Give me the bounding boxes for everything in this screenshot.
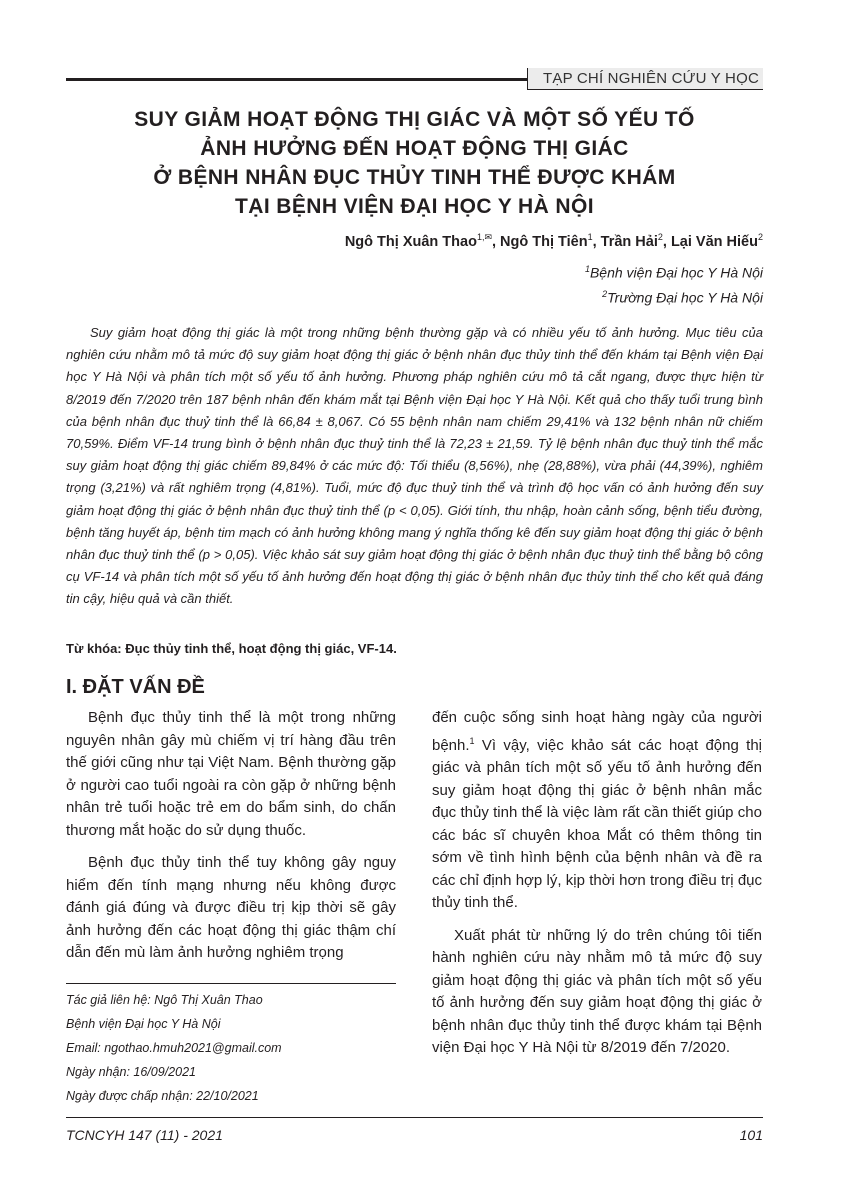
footnote-rule [66,983,396,984]
body-column-left [66,707,396,975]
author-name: Lại Văn Hiếu [670,233,758,250]
title-line: TẠI BỆNH VIỆN ĐẠI HỌC Y HÀ NỘI [235,195,594,218]
body-paragraph: Bệnh đục thủy tinh thể tuy không gây nguy hiểm đến tính mạng nhưng nếu không được đánh giá đúng và được điều trị kịp thời sẽ gây ảnh hưởng đến các hoạt động thị giác thậm chí dẫn đến mù làm ảnh hưởng nghiêm trọng [66,854,396,961]
section-heading: I. ĐẶT VẤN ĐỀ [66,676,205,698]
header-rule [66,78,534,81]
footnote-received-date: Ngày nhận: 16/09/2021 [66,1065,196,1079]
footnote-contact: Tác giả liên hệ: Ngô Thị Xuân Thao [66,993,263,1007]
journal-name: TẠP CHÍ NGHIÊN CỨU Y HỌC [527,68,763,90]
body-paragraph: Bệnh đục thủy tinh thể là một trong những nguyên nhân gây mù chiếm vị trí hàng đầu trên thế giới cũng như tại Việt Nam. Bệnh thường gặp ở người cao tuổi ngoài ra còn gặp ở những bệnh nhân trẻ tuổi hoặc trẻ em do bẩm sinh, do chấn thương mắt hoặc do sử dụng thuốc. [66,709,396,839]
affiliation [602,289,763,306]
author-affiliation-mark: 2 [657,232,663,242]
title-line: ẢNH HƯỞNG ĐẾN HOẠT ĐỘNG THỊ GIÁC [200,137,629,160]
corresponding-author-footnote [66,988,396,1108]
paragraph-text: Vì vậy, việc khảo sát các hoạt động thị giác và phân tích một số yếu tố ảnh hưởng đến suy giảm hoạt động thị giác ở bệnh nhân mắc đục thủy tinh thể là việc làm rất cần thiết giúp cho các bác sĩ chuyên khoa Mắt có thêm thông tin sớm về tình hình bệnh của bệnh nhân và đề ra các chỉ định hợp lý, kịp thời hơn trong điều trị đục thủy tinh thể. [432,736,762,911]
paragraph-text: đến cuộc sống sinh hoạt hàng ngày của người bệnh. [432,709,762,754]
footer-rule [66,1117,763,1118]
keywords: Từ khóa: Đục thủy tinh thể, hoạt động thị giác, VF-14. [66,641,397,656]
affiliation-text: Bệnh viện Đại học Y Hà Nội [589,264,763,281]
author-name: Ngô Thị Xuân Thao [344,233,477,250]
citation-mark: 1 [469,735,475,746]
body-paragraph: Xuất phát từ những lý do trên chúng tôi tiến hành nghiên cứu này nhằm mô tả mức độ suy giảm hoạt động thị giác và phân tích một số yếu tố ảnh hưởng đến suy giảm hoạt động thị giác ở bệnh nhân đục thủy tinh thể được khám tại Bệnh viện Đại học Y Hà Nội từ 8/2019 đến 7/2020. [432,926,762,1056]
page-number: 101 [739,1127,763,1143]
author-name: Trần Hải [600,233,658,250]
author-name: Ngô Thị Tiên [500,233,588,250]
author-separator: , [592,233,601,250]
abstract: Suy giảm hoạt động thị giác là một trong những bệnh thường gặp và có nhiều yếu tố ảnh hưởng. Mục tiêu của nghiên cứu nhằm mô tả mức độ suy giảm hoạt động thị giác ở bệnh nhân đục thủy tinh thể đến khám tại Bệnh viện Đại học Y Hà Nội và phân tích một số yếu tố ảnh hưởng. Phương pháp nghiên cứu mô tả cắt ngang, được thực hiện từ 8/2019 đến 7/2020 trên 187 bệnh nhân đến khám mắt tại Bệnh viện Đại học Y Hà Nội. Kết quả cho thấy tuổi trung bình của bệnh nhân đục thuỷ tinh thể là 66,84 ± 8,067. Có 55 bệnh nhân nam chiếm 29,41% và 132 bệnh nhân nữ chiếm 70,59%. Điểm VF-14 trung bình ở bệnh nhân đục thuỷ tinh thể là 72,23 ± 21,59. Tỷ lệ bệnh nhân đục thuỷ tinh thể mắc suy giảm hoạt động thị giác chiếm 89,84% ở các mức độ: Tối thiểu (8,56%), nhẹ (28,88%), vừa phải (44,39%), nghiêm trọng (3,21%) và rất nghiêm trọng (4,81%). Tuổi, mức độ đục thuỷ tinh thể và trình độ học vấn có ảnh hưởng đến suy giảm hoạt động thị giác ở bệnh nhân đục thuỷ tinh thể (p < 0,05). Giới tính, thu nhập, hoàn cảnh sống, bệnh tiểu đường, bệnh tăng huyết áp, bệnh tim mạch có ảnh hưởng không mang ý nghĩa thống kê đến suy giảm hoạt động thị giác ở bệnh nhân đục thuỷ tinh thể (p > 0,05). Việc khảo sát suy giảm hoạt động thị giác ở bệnh nhân đục thuỷ tinh thể bằng bộ công cụ VF-14 và phân tích một số yếu tố ảnh hưởng đến hoạt động thị giác ở bệnh nhân đục thủy tinh thể cho kết quả đáng tin cậy, hiệu quả và cần thiết. [66,325,763,607]
affiliation [585,264,763,281]
footnote-accepted-date: Ngày được chấp nhận: 22/10/2021 [66,1089,259,1103]
journal-citation: TCNCYH 147 (11) - 2021 [66,1127,223,1143]
affiliation-text: Trường Đại học Y Hà Nội [607,289,763,306]
article-title [66,105,763,221]
footnote-institution: Bệnh viện Đại học Y Hà Nội [66,1017,221,1031]
affiliation-mark: 1 [584,264,590,274]
author-affiliation-mark: 2 [757,232,763,242]
affiliation-mark: 2 [602,289,608,299]
author-affiliation-mark: 1 [587,232,593,242]
title-line: SUY GIẢM HOẠT ĐỘNG THỊ GIÁC VÀ MỘT SỐ YẾU TỐ [134,108,695,131]
author-list [345,232,763,250]
footnote-email: Email: ngothao.hmuh2021@gmail.com [66,1041,282,1055]
title-line: Ở BỆNH NHÂN ĐỤC THỦY TINH THỂ ĐƯỢC KHÁM [153,166,676,189]
author-affiliation-mark: 1,✉ [476,232,492,242]
body-paragraph [432,707,762,915]
author-separator: , [491,233,501,250]
body-column-right [432,707,762,1070]
author-separator: , [662,233,671,250]
